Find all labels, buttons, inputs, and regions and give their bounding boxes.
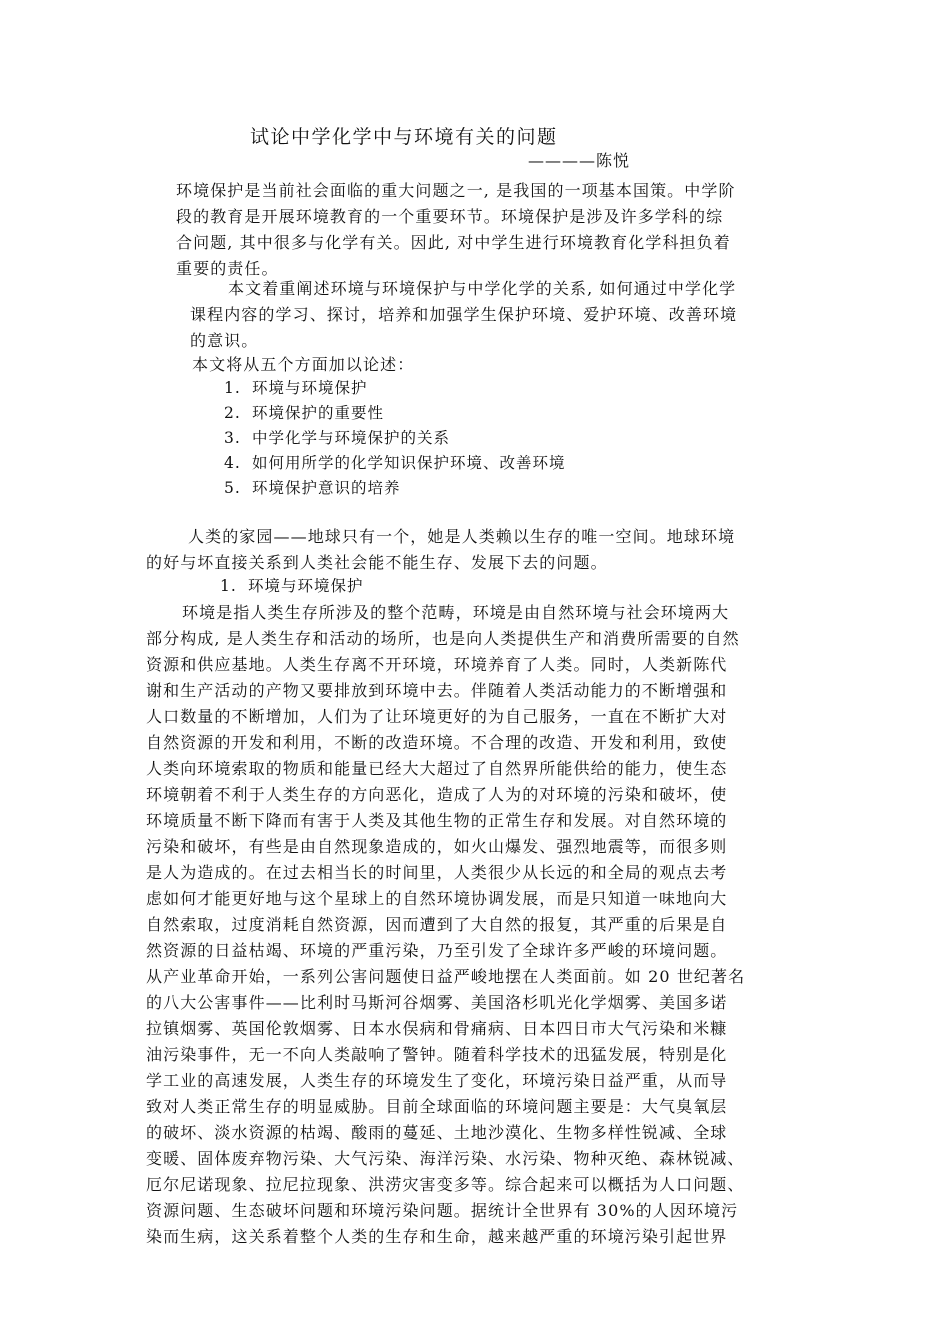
intro-line: 环境保护是当前社会面临的重大问题之一, 是我国的一项基本国策。中学阶: [176, 181, 736, 200]
body-line: 部分构成, 是人类生存和活动的场所，也是向人类提供生产和消费所需要的自然: [146, 629, 740, 648]
focus-line: 的意识。: [190, 331, 259, 350]
outline-text: 如何用所学的化学知识保护环境、改善环境: [252, 454, 566, 472]
earth-line: 的好与坏直接关系到人类社会能不能生存、发展下去的问题。: [146, 553, 608, 572]
body-line: 自然资源的开发和利用，不断的改造环境。不合理的改造、开发和利用，致使: [146, 733, 728, 752]
section-number: 1.: [220, 577, 237, 595]
outline-item: [224, 401, 384, 423]
section-title: 环境与环境保护: [248, 577, 364, 595]
body-line: 致对人类正常生存的明显威胁。目前全球面临的环境问题主要是：大气臭氧层: [146, 1097, 728, 1116]
earth-line: 人类的家园——地球只有一个，她是人类赖以生存的唯一空间。地球环境: [188, 527, 736, 546]
outline-number: 5.: [224, 479, 241, 497]
body-line: 环境是指人类生存所涉及的整个范畴，环境是由自然环境与社会环境两大: [182, 603, 730, 622]
body-line: 变暖、固体废弃物污染、大气污染、海洋污染、水污染、物种灭绝、森林锐减、: [146, 1149, 745, 1168]
outline-text: 环境与环境保护: [252, 379, 368, 397]
body-line: 染而生病，这关系着整个人类的生存和生命，越来越严重的环境污染引起世界: [146, 1227, 728, 1246]
intro-line: 段的教育是开展环境教育的一个重要环节。环境保护是涉及许多学科的综: [176, 207, 724, 226]
body-line: 自然索取，过度消耗自然资源，因而遭到了大自然的报复，其严重的后果是自: [146, 915, 728, 934]
outline-text: 环境保护的重要性: [252, 404, 385, 422]
body-line: 虑如何才能更好地与这个星球上的自然环境协调发展，而是只知道一味地向大: [146, 889, 728, 908]
document-title: 试论中学化学中与环境有关的问题: [250, 126, 558, 148]
intro-line: 重要的责任。: [176, 259, 279, 278]
body-line: 谢和生产活动的产物又要排放到环境中去。伴随着人类活动能力的不断增强和: [146, 681, 728, 700]
outline-number: 2.: [224, 404, 241, 422]
body-line: 是人为造成的。在过去相当长的时间里，人类很少从长远的和全局的观点去考: [146, 863, 728, 882]
body-line: 学工业的高速发展，人类生存的环境发生了变化，环境污染日益严重，从而导: [146, 1071, 728, 1090]
body-line: 厄尔尼诺现象、拉尼拉现象、洪涝灾害变多等。综合起来可以概括为人口问题、: [146, 1175, 745, 1194]
outline-item: [224, 451, 566, 473]
body-line: 资源和供应基地。人类生存离不开环境，环境养育了人类。同时，人类新陈代: [146, 655, 728, 674]
body-line: 人口数量的不断增加，人们为了让环境更好的为自己服务，一直在不断扩大对: [146, 707, 728, 726]
body-line: 资源问题、生态破坏问题和环境污染问题。据统计全世界有 30%的人因环境污: [146, 1201, 739, 1220]
body-line: 从产业革命开始，一系列公害问题使日益严峻地摆在人类面前。如 20 世纪著名: [146, 967, 746, 986]
body-line: 的破坏、淡水资源的枯竭、酸雨的蔓延、土地沙漠化、生物多样性锐减、全球: [146, 1123, 728, 1142]
outline-item: [224, 426, 450, 448]
body-line: 人类向环境索取的物质和能量已经大大超过了自然界所能供给的能力，使生态: [146, 759, 728, 778]
outline-item: [224, 376, 368, 398]
body-line: 环境朝着不利于人类生存的方向恶化，造成了人为的对环境的污染和破坏，使: [146, 785, 728, 804]
body-line: 然资源的日益枯竭、环境的严重污染，乃至引发了全球许多严峻的环境问题。: [146, 941, 728, 960]
outline-number: 1.: [224, 379, 241, 397]
body-line: 环境质量不断下降而有害于人类及其他生物的正常生存和发展。对自然环境的: [146, 811, 728, 830]
outline-number: 4.: [224, 454, 241, 472]
outline-text: 环境保护意识的培养: [252, 479, 401, 497]
body-line: 油污染事件，无一不向人类敲响了警钟。随着科学技术的迅猛发展，特别是化: [146, 1045, 728, 1064]
focus-line: 本文着重阐述环境与环境保护与中学化学的关系, 如何通过中学化学: [228, 279, 737, 298]
body-line: 的八大公害事件——比利时马斯河谷烟雾、美国洛杉叽光化学烟雾、美国多诺: [146, 993, 728, 1012]
body-line: 拉镇烟雾、英国伦敦烟雾、日本水俣病和骨痛病、日本四日市大气污染和米糠: [146, 1019, 728, 1038]
body-line: 污染和破坏，有些是由自然现象造成的，如火山爆发、强烈地震等，而很多则: [146, 837, 728, 856]
outline-intro: 本文将从五个方面加以论述：: [192, 355, 415, 374]
section-heading: [220, 574, 364, 596]
outline-number: 3.: [224, 429, 241, 447]
outline-text: 中学化学与环境保护的关系: [252, 429, 451, 447]
intro-line: 合问题, 其中很多与化学有关。因此, 对中学生进行环境教育化学科担负着: [176, 233, 731, 252]
outline-item: [224, 476, 401, 498]
focus-line: 课程内容的学习、探讨，培养和加强学生保护环境、爱护环境、改善环境: [190, 305, 738, 324]
author-byline: ————陈悦: [528, 151, 631, 170]
